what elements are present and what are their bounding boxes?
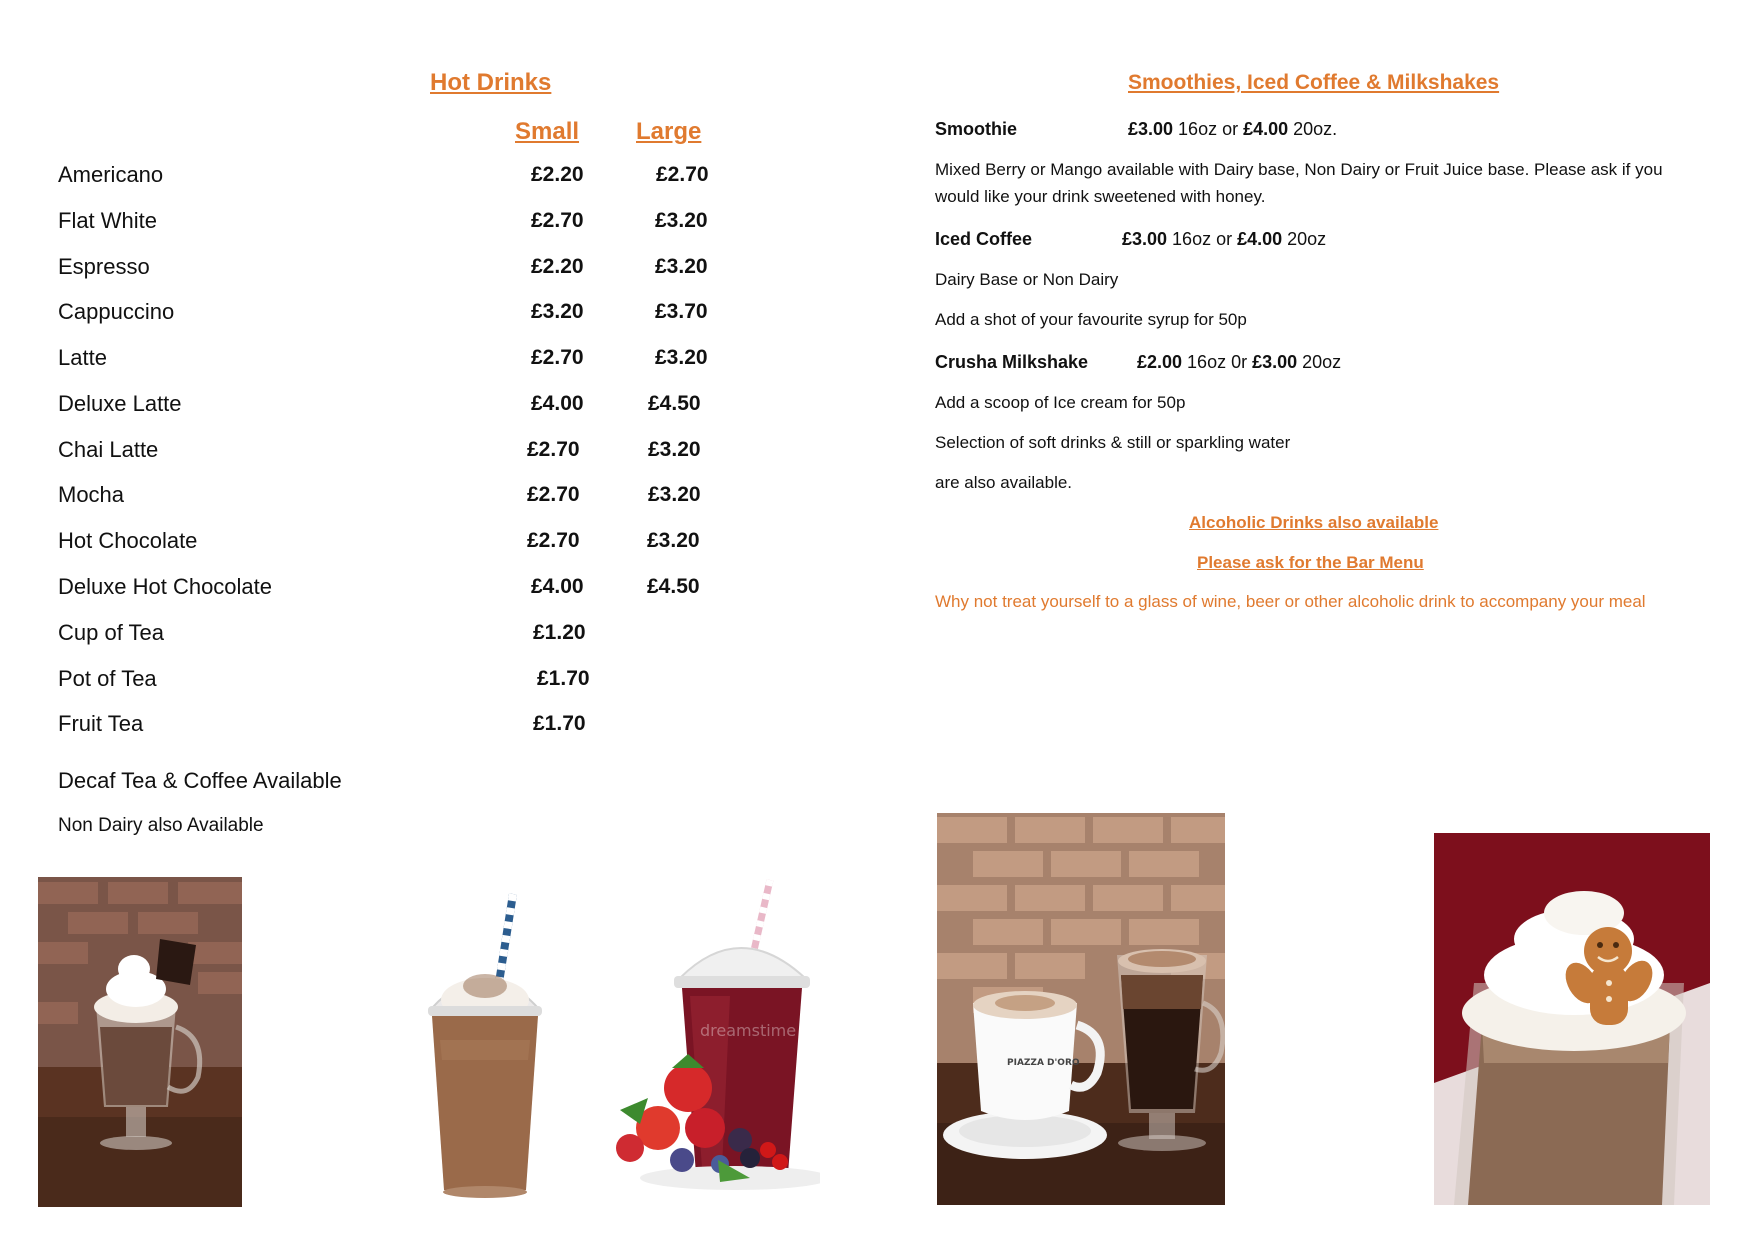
smoothie-prices — [1128, 119, 1337, 140]
hot-drink-name: Chai Latte — [58, 437, 159, 462]
milkshake-desc: Add a scoop of Ice cream for 50p — [935, 393, 1186, 412]
iced-price-20oz: £4.00 — [1237, 229, 1283, 249]
iced-coffee-photo — [410, 890, 560, 1208]
milkshake-price-20oz: £3.00 — [1252, 352, 1298, 372]
hot-drink-name: Hot Chocolate — [58, 528, 198, 553]
cup-logo: PIAZZA D'ORO — [1007, 1058, 1080, 1068]
milkshake-label: Crusha Milkshake — [935, 352, 1089, 372]
alcohol-link[interactable]: Alcoholic Drinks also available — [1189, 513, 1439, 532]
smoothie-size-20: 20oz. — [1288, 119, 1338, 139]
hot-chocolate-image — [38, 877, 242, 1207]
milkshake-size-16: 16oz 0r — [1182, 352, 1253, 372]
hot-chocolate-photo — [38, 877, 242, 1207]
hot-drink-name: Deluxe Hot Chocolate — [58, 574, 273, 599]
hot-drink-name: Cappuccino — [58, 299, 175, 324]
hot-drink-name: Deluxe Latte — [58, 391, 182, 416]
hot-drink-name: Latte — [58, 345, 107, 370]
hot-drink-name: Mocha — [58, 482, 125, 507]
hot-drink-name: Americano — [58, 162, 164, 187]
hot-drink-price-small: £2.70 — [531, 209, 584, 232]
hot-drink-price-small: £2.70 — [527, 483, 580, 506]
coffee-duo-photo — [937, 813, 1225, 1205]
hot-drink-price-large: £3.20 — [648, 438, 701, 461]
hot-drinks-title: Hot Drinks — [430, 69, 552, 96]
iced-desc-line1: Dairy Base or Non Dairy — [935, 270, 1119, 289]
column-header-small: Small — [515, 118, 580, 145]
iced-coffee-row — [935, 229, 1032, 250]
iced-coffee-prices — [1122, 229, 1326, 250]
coffee-duo-image — [937, 813, 1225, 1205]
smoothie-size-16: 16oz or — [1173, 119, 1244, 139]
hot-drink-price-small: £3.20 — [531, 300, 584, 323]
iced-size-16: 16oz or — [1167, 229, 1238, 249]
milkshake-row — [935, 352, 1088, 373]
smoothie-row — [935, 119, 1017, 140]
milkshake-price-16oz: £2.00 — [1137, 352, 1183, 372]
hot-drink-price-large: £3.20 — [647, 529, 700, 552]
hot-drink-price-small: £2.20 — [531, 255, 584, 278]
hot-drink-name: Cup of Tea — [58, 620, 165, 645]
hot-drink-price-small: £4.00 — [531, 575, 584, 598]
iced-size-20: 20oz — [1282, 229, 1327, 249]
hot-drink-price-small: £2.20 — [531, 163, 584, 186]
berry-smoothie-image — [600, 878, 820, 1208]
hot-drink-price-large: £3.70 — [655, 300, 708, 323]
hot-drink-price-large: £2.70 — [656, 163, 709, 186]
hot-drink-name: Flat White — [58, 208, 158, 233]
smoothie-label: Smoothie — [935, 119, 1018, 139]
decaf-note: Decaf Tea & Coffee Available — [58, 768, 342, 793]
berry-smoothie-photo — [600, 878, 820, 1208]
hot-drink-price-large: £3.20 — [648, 483, 701, 506]
smoothie-desc-line2: would like your drink sweetened with honey. — [935, 187, 1266, 206]
smoothie-price-20oz: £4.00 — [1243, 119, 1289, 139]
gingerbread-drink-photo — [1434, 833, 1710, 1205]
smoothies-title: Smoothies, Iced Coffee & Milkshakes — [1128, 71, 1500, 94]
smoothie-desc-line1: Mixed Berry or Mango available with Dairy base, Non Dairy or Fruit Juice base. Please ask if you — [935, 160, 1663, 179]
smoothie-price-16oz: £3.00 — [1128, 119, 1174, 139]
treat-text: Why not treat yourself to a glass of wine, beer or other alcoholic drink to accompany your meal — [935, 592, 1646, 611]
hot-drink-name: Fruit Tea — [58, 711, 144, 736]
non-dairy-note: Non Dairy also Available — [58, 815, 264, 836]
hot-drink-price-small: £4.00 — [531, 392, 584, 415]
hot-drink-price-small: £2.70 — [527, 438, 580, 461]
iced-desc-line2: Add a shot of your favourite syrup for 50p — [935, 310, 1247, 329]
hot-drink-name: Pot of Tea — [58, 666, 157, 691]
gingerbread-drink-image — [1434, 833, 1710, 1205]
iced-coffee-label: Iced Coffee — [935, 229, 1033, 249]
hot-drink-price-small: £2.70 — [527, 529, 580, 552]
hot-drink-name: Espresso — [58, 254, 150, 279]
hot-drink-price-small: £1.70 — [537, 667, 590, 690]
hot-drink-price-large: £4.50 — [648, 392, 701, 415]
iced-coffee-image — [410, 890, 560, 1208]
iced-price-16oz: £3.00 — [1122, 229, 1168, 249]
milkshake-prices — [1137, 352, 1341, 373]
column-header-large: Large — [636, 118, 702, 145]
watermark-text: dreamstime — [700, 1021, 797, 1040]
hot-drink-price-large: £3.20 — [655, 346, 708, 369]
hot-drink-price-large: £3.20 — [655, 255, 708, 278]
soft-drinks-line1: Selection of soft drinks & still or sparkling water — [935, 433, 1291, 452]
hot-drink-price-small: £1.20 — [533, 621, 586, 644]
hot-drink-price-large: £4.50 — [647, 575, 700, 598]
bar-menu-link[interactable]: Please ask for the Bar Menu — [1197, 553, 1424, 572]
soft-drinks-line2: are also available. — [935, 473, 1073, 492]
milkshake-size-20: 20oz — [1297, 352, 1342, 372]
hot-drink-price-small: £1.70 — [533, 712, 586, 735]
hot-drink-price-large: £3.20 — [655, 209, 708, 232]
hot-drink-price-small: £2.70 — [531, 346, 584, 369]
